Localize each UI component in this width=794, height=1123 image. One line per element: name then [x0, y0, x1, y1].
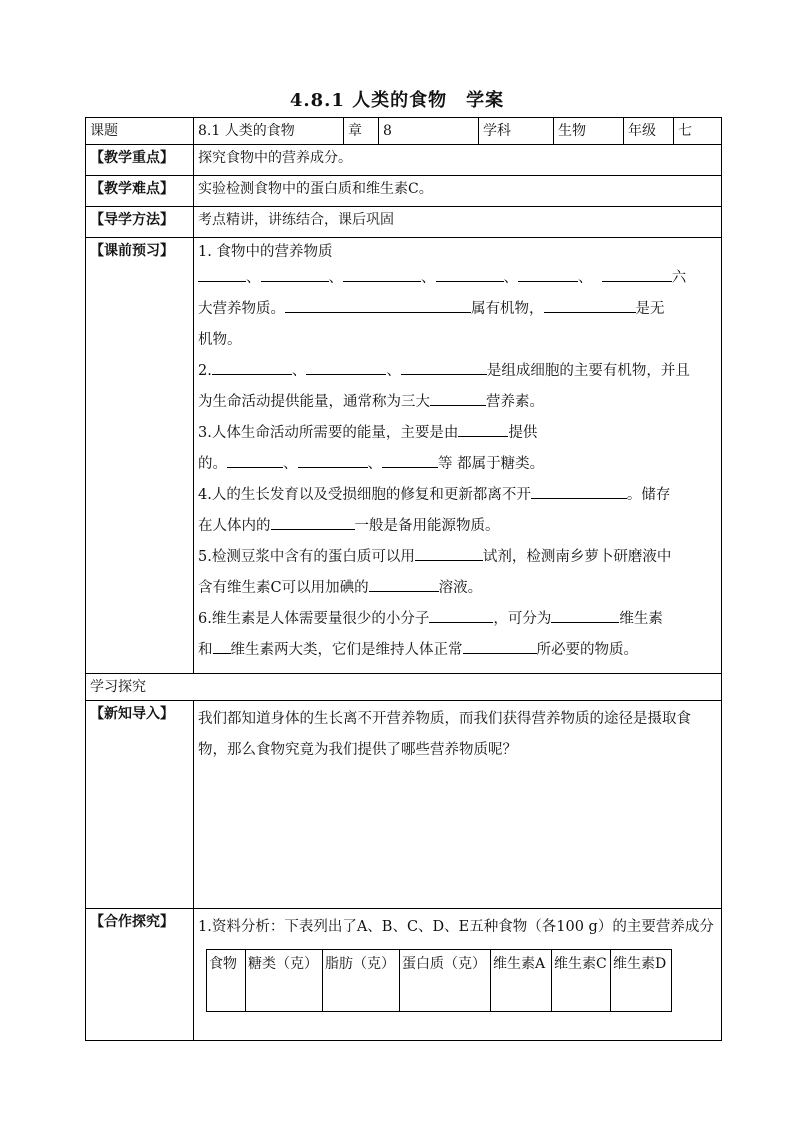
blank — [531, 483, 627, 499]
grade-label: 年级 — [624, 118, 674, 145]
method-label: 【导学方法】 — [86, 207, 194, 238]
explore-row — [86, 674, 722, 701]
blank — [343, 266, 421, 282]
intro-row — [86, 701, 722, 909]
blank — [285, 297, 471, 313]
nutrition-header-cell: 维生素A — [491, 950, 552, 1012]
grade-value: 七 — [674, 118, 722, 145]
nutrition-header-cell: 维生素C — [552, 950, 611, 1012]
nutrition-header-cell: 蛋白质（克） — [400, 950, 491, 1012]
topic-value: 8.1 人类的食物 — [194, 118, 344, 145]
nutrition-header-cell: 食物 — [207, 950, 246, 1012]
blank — [382, 452, 438, 468]
cooperate-text: 1.资料分析：下表列出了A、B、C、D、E五种食物（各100 g）的主要营养成分 — [198, 919, 714, 935]
blank — [261, 266, 329, 282]
method-row — [86, 207, 722, 238]
blank — [271, 514, 355, 530]
nutrition-header-cell: 糖类（克） — [246, 950, 323, 1012]
blank — [213, 638, 231, 654]
chapter-value: 8 — [379, 118, 479, 145]
method-text: 考点精讲，讲练结合，课后巩固 — [194, 207, 722, 238]
intro-content — [194, 701, 722, 909]
focus-label: 【教学重点】 — [86, 145, 194, 176]
q2-line2: 为生命活动提供能量，通常称为三大 营养素。 — [198, 387, 717, 418]
difficulty-row — [86, 176, 722, 207]
q5-line2: 含有维生素C可以用加碘的 溶液。 — [198, 573, 717, 604]
q6-line2: 和 维生素两大类，它们是维持人体正常 所必要的物质。 — [198, 635, 717, 666]
intro-label: 【新知导入】 — [86, 701, 194, 909]
q1-title: 1. 食物中的营养物质 — [198, 244, 333, 260]
q3-line2: 的。 、 、 等 都属于糖类。 — [198, 449, 717, 480]
preview-content — [194, 238, 722, 674]
preview-row — [86, 238, 722, 674]
blank — [306, 359, 386, 375]
q6-line1: 6.维生素是人体需要量很少的小分子 ，可分为 维生素 — [198, 604, 717, 635]
lesson-plan-table — [85, 117, 722, 1041]
blank — [518, 266, 578, 282]
topic-label: 课题 — [86, 118, 194, 145]
blank — [602, 266, 672, 282]
cooperate-label: 【合作探究】 — [86, 909, 194, 1041]
q1-line2: 大营养物质。 属有机物， 是无 — [198, 294, 717, 325]
blank — [544, 297, 636, 313]
cooperate-content — [194, 909, 722, 1041]
nutrition-header-cell: 维生素D — [611, 950, 672, 1012]
focus-text: 探究食物中的营养成分。 — [194, 145, 722, 176]
subject-label: 学科 — [479, 118, 554, 145]
blank — [298, 452, 368, 468]
blank — [227, 452, 283, 468]
cooperate-row — [86, 909, 722, 1041]
q4-line2: 在人体内的 一般是备用能源物质。 — [198, 511, 717, 542]
blank — [436, 266, 504, 282]
blank — [551, 607, 619, 623]
blank — [198, 266, 246, 282]
blank — [463, 638, 537, 654]
q4-line1: 4.人的生长发育以及受损细胞的修复和更新都离不开 。储存 — [198, 480, 717, 511]
intro-text: 我们都知道身体的生长离不开营养物质，而我们获得营养物质的途径是摄取食物，那么食物究竟为我们提供了哪些营养物质呢？ — [198, 711, 691, 758]
preview-label: 【课前预习】 — [86, 238, 194, 674]
nutrition-header-row — [207, 950, 672, 1012]
nutrition-header-cell: 脂肪（克） — [323, 950, 400, 1012]
explore-label: 学习探究 — [86, 674, 722, 701]
nutrition-table — [206, 949, 672, 1012]
difficulty-text: 实验检测食物中的蛋白质和维生素C。 — [194, 176, 722, 207]
blank — [415, 545, 483, 561]
blank — [212, 359, 292, 375]
header-row — [86, 118, 722, 145]
q1-line3: 机物。 — [198, 332, 242, 348]
q1-blanks: 、 、 、 、 、 六 — [198, 263, 717, 294]
focus-row — [86, 145, 722, 176]
chapter-label: 章 — [344, 118, 379, 145]
difficulty-label: 【教学难点】 — [86, 176, 194, 207]
q3-line1: 3.人体生命活动所需要的能量，主要是由 提供 — [198, 418, 717, 449]
blank — [401, 359, 487, 375]
page-title: 4.8.1 人类的食物 学案 — [289, 90, 505, 111]
blank — [429, 607, 493, 623]
q5-line1: 5.检测豆浆中含有的蛋白质可以用 试剂，检测南乡萝卜研磨液中 — [198, 542, 717, 573]
blank — [369, 576, 439, 592]
subject-value: 生物 — [554, 118, 624, 145]
blank — [430, 390, 486, 406]
blank — [458, 421, 508, 437]
q2-line1: 2. 、 、 是组成细胞的主要有机物，并且 — [198, 356, 717, 387]
